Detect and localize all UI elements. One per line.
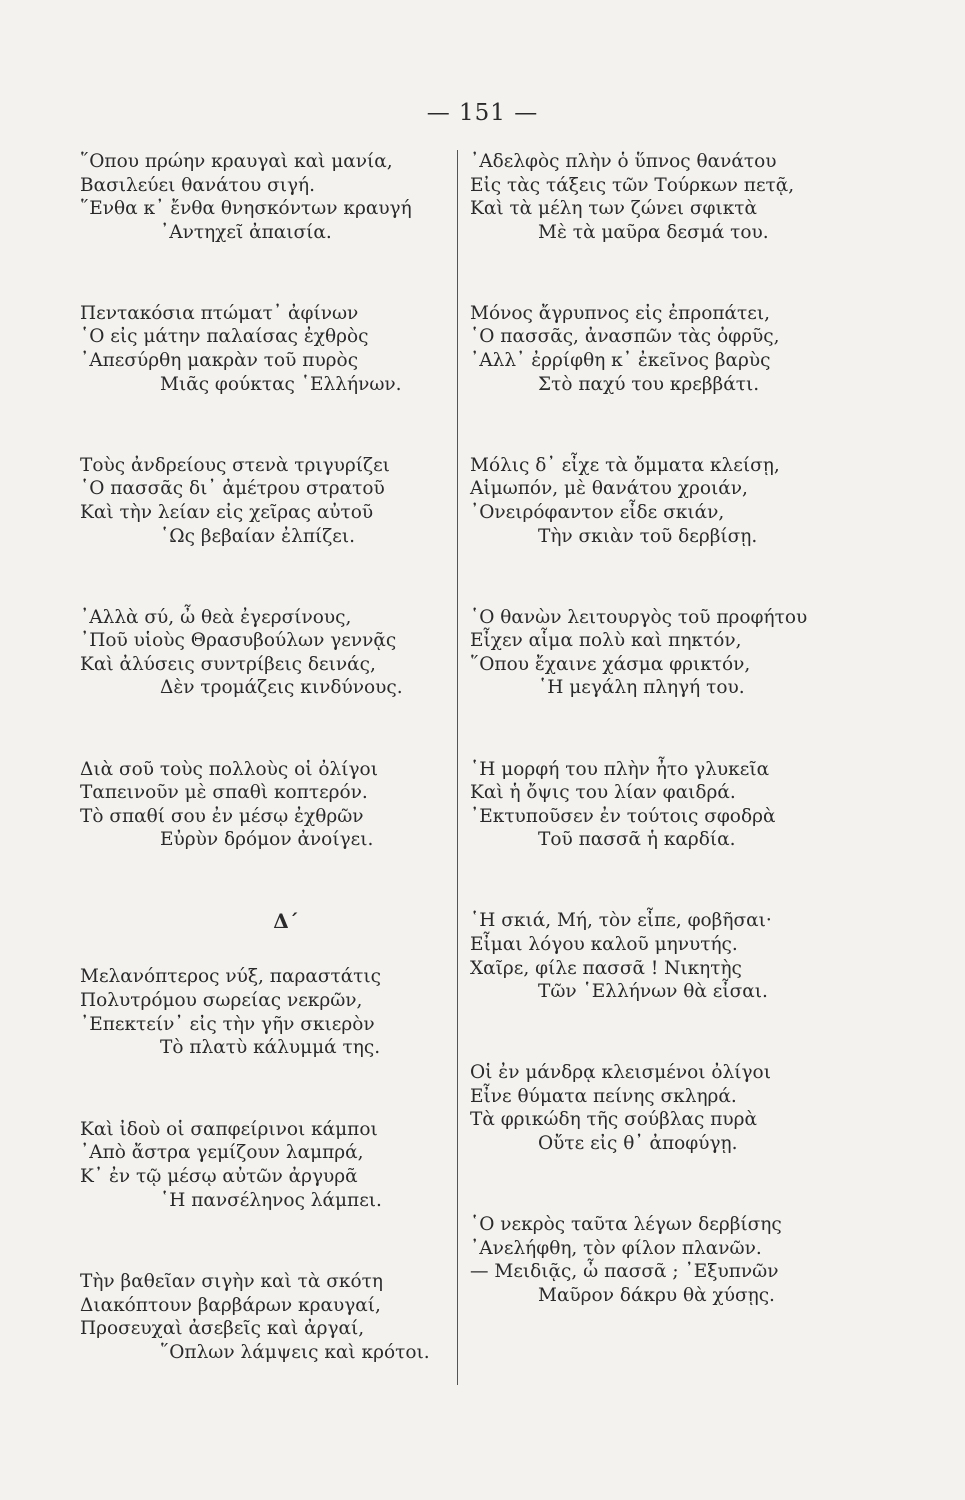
verse-line: ῾Ο πασσᾶς, ἀνασπῶν τὰς ὀφρῦς, <box>470 326 780 348</box>
stanza <box>80 150 452 244</box>
stanza <box>80 1118 452 1212</box>
verse-line: Καὶ ἡ ὄψις του λίαν φαιδρά. <box>470 782 736 804</box>
verse-line: Χαῖρε, φίλε πασσᾶ ! Νικητὴς <box>470 957 742 979</box>
verse-line: ᾽Αλλὰ σύ, ὦ θεὰ ἐγερσίνους, <box>80 606 352 628</box>
verse-line: ᾽Ποῦ υἱοὺς Θρασυβούλων γεννᾷς <box>80 630 397 652</box>
verse-line: ῾Ο θανὼν λειτουργὸς τοῦ προφήτου <box>470 606 808 628</box>
verse-line: Εἶχεν αἷμα πολὺ καὶ πηκτόν, <box>470 630 742 652</box>
verse-line: Μελανόπτερος νύξ, παραστάτις <box>80 966 382 988</box>
stanza <box>80 454 452 548</box>
verse-line: Εὐρὺν δρόμον ἀνοίγει. <box>160 829 374 851</box>
verse-line: ῞Οπου ἔχαινε χάσμα φρικτόν, <box>470 653 751 675</box>
stanza <box>470 1213 850 1307</box>
left-column <box>80 150 452 1423</box>
column-divider <box>457 150 458 1385</box>
verse-line: Τοῦ πασσᾶ ἡ καρδία. <box>538 829 736 851</box>
verse-line: Καὶ τὴν λείαν εἰς χεῖρας αὐτοῦ <box>80 501 374 523</box>
verse-line: ῾Ο εἰς μάτην παλαίσας ἐχθρὸς <box>80 326 369 348</box>
stanza <box>80 1270 452 1364</box>
stanza <box>470 302 850 396</box>
stanza <box>80 302 452 396</box>
verse-line: Μόνος ἄγρυπνος εἰς ἐπροπάτει, <box>470 302 770 324</box>
verse-line: Τὸ σπαθί σου ἐν μέσῳ ἐχθρῶν <box>80 805 364 827</box>
verse-line: ᾽Απὸ ἄστρα γεμίζουν λαμπρά, <box>80 1142 364 1164</box>
page-number: — 151 — <box>426 100 539 126</box>
stanza <box>80 606 452 700</box>
verse-line: Προσευχαὶ ἀσεβεῖς καὶ ἀργαί, <box>80 1318 365 1340</box>
verse-line: ᾽Ονειρόφαντον εἶδε σκιάν, <box>470 501 725 523</box>
verse-line: Τὰ φρικώδη τῆς σούβλας πυρὰ <box>470 1109 758 1131</box>
stanza <box>470 454 850 548</box>
verse-line: Μὲ τὰ μαῦρα δεσμά του. <box>538 221 769 243</box>
verse-line: Τῶν ῾Ελλήνων θὰ εἶσαι. <box>538 981 768 1003</box>
verse-line: Τὸ πλατὺ κάλυμμά της. <box>160 1037 381 1059</box>
stanza <box>470 758 850 852</box>
stanza <box>80 758 452 852</box>
verse-line: ῞Οπου πρώην κραυγαὶ καὶ μανία, <box>80 151 393 172</box>
verse-line: ᾽Επεκτείν᾽ εἰς τὴν γῆν σκιερὸν <box>80 1013 375 1035</box>
verse-line: ῞Οπλων λάμψεις καὶ κρότοι. <box>160 1341 430 1363</box>
verse-line: Τὴν σκιὰν τοῦ δερβίσῃ. <box>538 525 758 547</box>
verse-line: ῞Ενθα κ᾽ ἔνθα θνησκόντων κραυγή <box>80 198 412 220</box>
verse-line: ῾Ο νεκρὸς ταῦτα λέγων δερβίσης <box>470 1214 782 1236</box>
verse-line: Διὰ σοῦ τοὺς πολλοὺς οἱ ὀλίγοι <box>80 758 378 780</box>
verse-line: Εἶνε θύματα πείνης σκληρά. <box>470 1085 737 1107</box>
verse-line: ῾Η μεγάλη πληγή του. <box>538 677 745 699</box>
verse-line: Μαῦρον δάκρυ θὰ χύσῃς. <box>538 1284 775 1306</box>
verse-line: ᾽Ανελήφθη, τὸν φίλον πλανῶν. <box>470 1237 762 1259</box>
verse-line: ῾Η μορφή του πλὴν ἦτο γλυκεῖα <box>470 758 770 780</box>
verse-line: Ταπεινοῦν μὲ σπαθὶ κοπτερόν. <box>80 782 368 804</box>
verse-line: Κ᾽ ἐν τῷ μέσῳ αὐτῶν ἀργυρᾶ <box>80 1165 358 1187</box>
verse-line: ῾Ως βεβαίαν ἐλπίζει. <box>160 525 355 547</box>
verse-line: ᾽Απεσύρθη μακρὰν τοῦ πυρὸς <box>80 350 359 372</box>
verse-line: ᾽Εκτυποῦσεν ἐν τούτοις σφοδρὰ <box>470 805 776 827</box>
verse-line: ᾽Αντηχεῖ ἀπαισία. <box>160 221 332 243</box>
verse-line: Πολυτρόμου σωρείας νεκρῶν, <box>80 989 363 1011</box>
verse-line: Εἶμαι λόγου καλοῦ μηνυτής. <box>470 933 738 955</box>
verse-line: Τὴν βαθεῖαν σιγὴν καὶ τὰ σκότη <box>80 1271 383 1293</box>
verse-line: Βασιλεύει θανάτου σιγή. <box>80 174 316 196</box>
verse-line: Μόλις δ᾽ εἶχε τὰ ὄμματα κλείσῃ, <box>470 454 780 476</box>
verse-line: ᾽Αλλ᾽ ἐρρίφθη κ᾽ ἐκεῖνος βαρὺς <box>470 350 771 372</box>
verse-line: Δὲν τρομάζεις κινδύνους. <box>160 677 403 699</box>
verse-line: Καὶ ἀλύσεις συντρίβεις δεινάς, <box>80 653 376 675</box>
right-column <box>470 150 850 1365</box>
stanza <box>470 909 850 1003</box>
verse-line: ᾽Αδελφὸς πλὴν ὁ ὕπνος θανάτου <box>470 151 777 172</box>
stanza <box>470 1061 850 1155</box>
verse-line: Αἱμωπόν, μὲ θανάτου χροιάν, <box>470 478 748 500</box>
verse-line: Καὶ ἰδοὺ οἱ σαπφείρινοι κάμποι <box>80 1118 378 1140</box>
verse-line: Πεντακόσια πτώματ᾽ ἀφίνων <box>80 302 359 324</box>
verse-line: Εἰς τὰς τάξεις τῶν Τούρκων πετᾷ, <box>470 174 795 196</box>
verse-line: Διακόπτουν βαρβάρων κραυγαί, <box>80 1294 381 1316</box>
verse-line: Στὸ παχύ του κρεββάτι. <box>538 373 760 395</box>
verse-line: ῾Η πανσέληνος λάμπει. <box>160 1189 382 1211</box>
stanza <box>470 150 850 244</box>
verse-line: Καὶ τὰ μέλη των ζώνει σφικτὰ <box>470 198 758 220</box>
verse-line: Οἱ ἐν μάνδρᾳ κλεισμένοι ὀλίγοι <box>470 1062 771 1084</box>
verse-line: ῾Ο πασσᾶς δι᾽ ἀμέτρου στρατοῦ <box>80 478 385 500</box>
verse-line: — Μειδιᾷς, ὦ πασσᾶ ; ᾽Εξυπνῶν <box>470 1261 779 1283</box>
stanza <box>80 965 452 1059</box>
verse-line: Μιᾶς φούκτας ῾Ελλήνων. <box>160 373 402 395</box>
verse-line: ῾Η σκιά, Μή, τὸν εἶπε, φοβῆσαι· <box>470 910 772 932</box>
stanza <box>470 606 850 700</box>
verse-line: Οὔτε εἰς θ᾽ ἀποφύγῃ. <box>538 1133 738 1155</box>
verse-line: Τοὺς ἀνδρείους στενὰ τριγυρίζει <box>80 454 390 476</box>
section-mark: Δ΄ <box>273 909 299 934</box>
